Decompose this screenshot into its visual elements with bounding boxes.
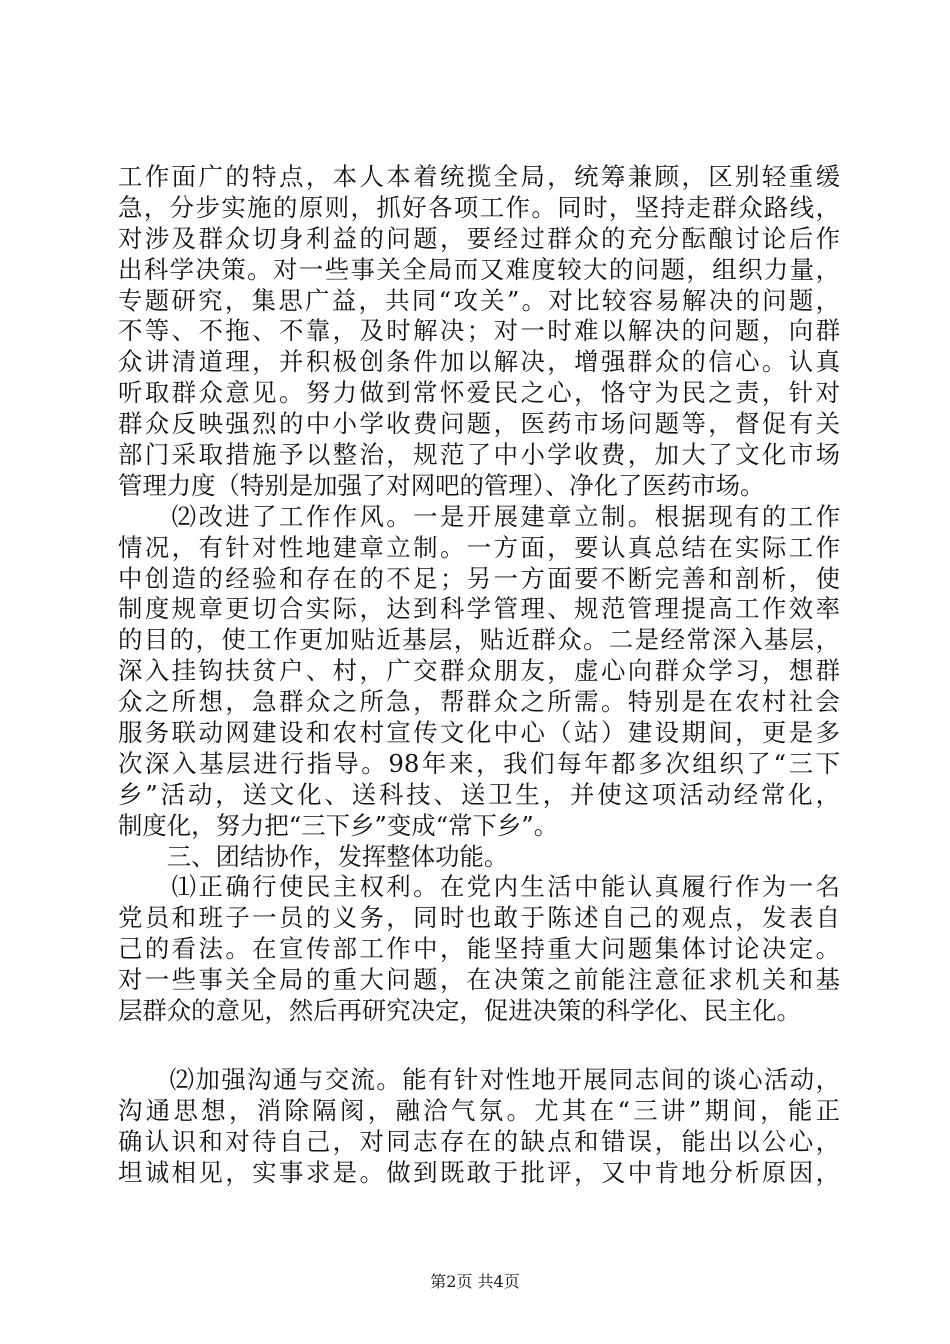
text-line: 管理力度（特别是加强了对网吧的管理）、净化了医药市场。 [118, 470, 765, 500]
text-line: 己的看法。在宣传部工作中，能坚持重大问题集体讨论决定。 [118, 934, 840, 964]
text-line: 众之所想，急群众之所急，帮群众之所需。特别是在农村社会 [118, 687, 840, 717]
text-line: 专题研究，集思广益，共同“攻关”。对比较容易解决的问题， [118, 285, 840, 315]
text-line: 乡”活动，送文化、送科技、送卫生，并使这项活动经常化， [118, 779, 840, 809]
text-line: 中创造的经验和存在的不足；另一方面要不断完善和剖析，使 [118, 563, 840, 593]
text-line: 次深入基层进行指导。98年来，我们每年都多次组织了“三下 [118, 748, 840, 778]
text-line: ⑴正确行使民主权利。在党内生活中能认真履行作为一名 [118, 872, 840, 902]
section-heading: 三、团结协作，发挥整体功能。 [118, 841, 509, 871]
document-body [118, 162, 840, 1189]
text-line: 的目的，使工作更加贴近基层，贴近群众。二是经常深入基层， [118, 625, 840, 655]
text-line: 出科学决策。对一些事关全局而又难度较大的问题，组织力量， [118, 254, 840, 284]
text-line: ⑵加强沟通与交流。能有针对性地开展同志间的谈心活动， [118, 1064, 840, 1094]
text-line: 坦诚相见，实事求是。做到既敢于批评，又中肯地分析原因， [118, 1157, 840, 1187]
text-line: 深入挂钩扶贫户、村，广交群众朋友，虚心向群众学习，想群 [118, 656, 840, 686]
text-line: 党员和班子一员的义务，同时也敢于陈述自己的观点，发表自 [118, 903, 840, 933]
text-line: 部门采取措施予以整治，规范了中小学收费，加大了文化市场 [118, 440, 840, 470]
text-line: 工作面广的特点，本人本着统揽全局，统筹兼顾，区别轻重缓 [118, 162, 840, 191]
text-line: 确认识和对待自己，对同志存在的缺点和错误，能出以公心， [118, 1126, 840, 1156]
text-line: ⑵改进了工作作风。一是开展建章立制。根据现有的工作 [118, 501, 840, 531]
text-line: 沟通思想，消除隔阂，融洽气氛。尤其在“三讲”期间，能正 [118, 1095, 840, 1125]
text-line: 制度规章更切合实际，达到科学管理、规范管理提高工作效率 [118, 594, 840, 624]
text-line: 情况，有针对性地建章立制。一方面，要认真总结在实际工作 [118, 532, 840, 562]
page-number-footer: 第2页 共4页 [430, 1272, 520, 1291]
text-line: 层群众的意见，然后再研究决定，促进决策的科学化、民主化。 [118, 996, 801, 1026]
text-line: 对一些事关全局的重大问题，在决策之前能注意征求机关和基 [118, 965, 840, 995]
text-line: 听取群众意见。努力做到常怀爱民之心，恪守为民之责，针对 [118, 378, 840, 408]
text-line: 不等、不拖、不靠，及时解决；对一时难以解决的问题，向群 [118, 316, 840, 346]
text-line: 制度化，努力把“三下乡”变成“常下乡”。 [118, 810, 559, 840]
text-line: 对涉及群众切身利益的问题，要经过群众的充分酝酿讨论后作 [118, 223, 840, 253]
text-line: 群众反映强烈的中小学收费问题，医药市场问题等，督促有关 [118, 409, 840, 439]
paragraph-gap [118, 1027, 840, 1065]
text-line: 急，分步实施的原则，抓好各项工作。同时，坚持走群众路线， [118, 192, 840, 222]
text-line: 众讲清道理，并积极创条件加以解决，增强群众的信心。认真 [118, 347, 840, 377]
text-line: 服务联动网建设和农村宣传文化中心（站）建设期间，更是多 [118, 718, 840, 748]
